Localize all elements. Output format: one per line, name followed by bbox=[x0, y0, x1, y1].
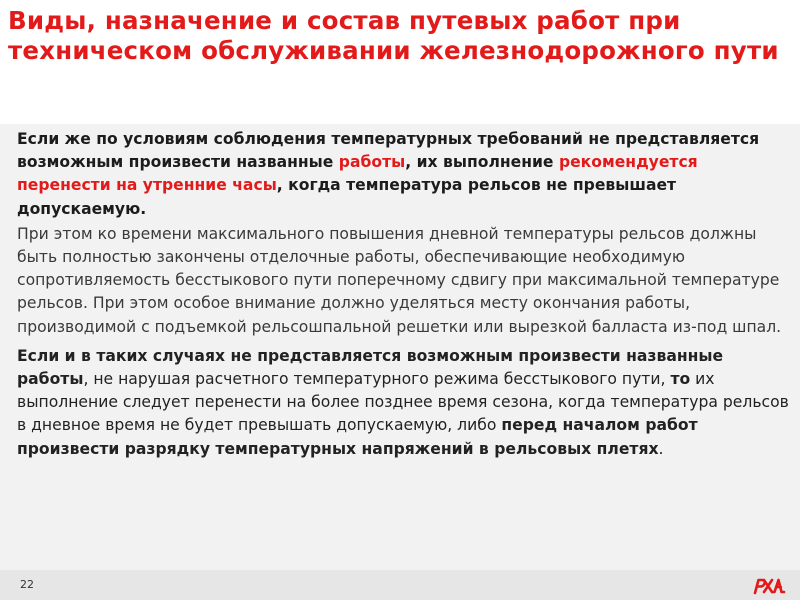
paragraph-1-text-a: Если же по условиям соблюдения температурных требований не представляется возможным произвести названные bbox=[17, 130, 760, 172]
paragraph-3-text-c: . bbox=[658, 439, 664, 458]
paragraph-3-bold-b: то bbox=[670, 370, 691, 389]
content-text bbox=[17, 128, 789, 463]
paragraph-3-bold-c: перед началом работ произвести разрядку температурных напряжений в рельсовых плетях bbox=[17, 416, 698, 458]
paragraph-3 bbox=[17, 345, 789, 461]
content-area bbox=[0, 124, 800, 570]
paragraph-1-text-b: , их выполнение bbox=[405, 153, 559, 172]
highlight-works: работы bbox=[338, 153, 406, 172]
paragraph-3-bold-a: Если и в таких случаях не представляется возможным произвести названные работы bbox=[17, 346, 724, 389]
footer-bar bbox=[0, 570, 800, 600]
page-number: 22 bbox=[20, 578, 34, 591]
paragraph-1-text-c: , когда температура рельсов не превышает допускаемую. bbox=[17, 176, 677, 218]
slide-title: Виды, назначение и состав путевых работ при техническом обслуживании железнодорожного пути bbox=[8, 6, 779, 65]
paragraph-2: При этом ко времени максимального повышения дневной температуры рельсов должны быть полностью закончены отделочные работы, обеспечивающие необходимую сопротивляемость бесстыкового пути поперечному сдвигу при максимальной температуре рельсов. При этом особое внимание должно уделяться месту окончания работы, производимой с подъемкой рельсошпальной решетки или вырезкой балласта из-под шпал. bbox=[17, 224, 782, 336]
paragraph-3-text-b: их выполнение следует перенести на более позднее время сезона, когда температура рельсов в дневное время не будет превышать допускаемую, либо bbox=[17, 370, 789, 435]
paragraph-1 bbox=[17, 128, 789, 221]
rzd-logo-icon bbox=[752, 577, 786, 595]
highlight-morning-hours: рекомендуется перенести на утренние часы bbox=[17, 153, 698, 195]
paragraph-3-text-a: , не нарушая расчетного температурного режима бесстыкового пути, bbox=[83, 370, 671, 389]
